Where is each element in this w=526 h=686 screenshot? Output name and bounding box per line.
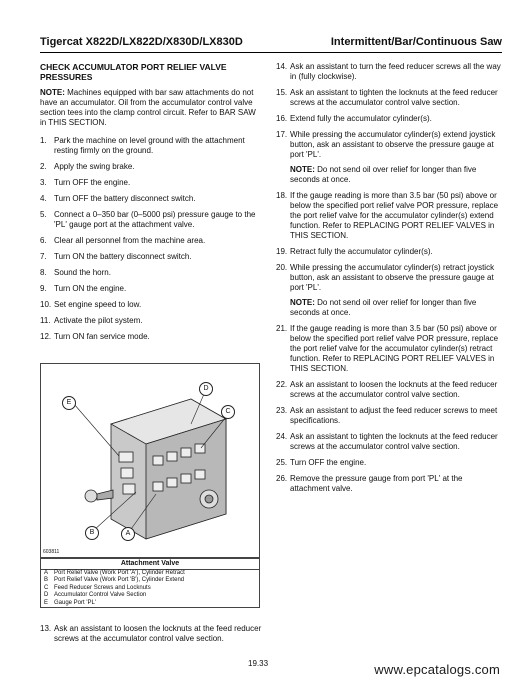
procedure-title: CHECK ACCUMULATOR PORT RELIEF VALVE PRESSURES bbox=[40, 62, 227, 82]
step-text: While pressing the accumulator cylinder(s) retract joystick button, ask an assistant to observe the pressure gauge at port 'PL'. bbox=[290, 263, 495, 292]
legend-text: Gauge Port 'PL' bbox=[54, 599, 96, 606]
list-item bbox=[276, 324, 502, 374]
step-number: 4. bbox=[40, 194, 47, 203]
legend-key: E bbox=[44, 599, 49, 606]
step-number: 24. bbox=[276, 432, 288, 441]
step-number: 13. bbox=[40, 624, 52, 633]
step-number: 3. bbox=[40, 178, 47, 187]
step-text: If the gauge reading is more than 3.5 bar (50 psi) above or below the specified port relief valve POR pressure, replace the port relief valve for the accumulator cylinder(s) extend function. Refer to REPLACING PORT RELIEF VALVES in THIS SECTION. bbox=[290, 191, 499, 240]
list-item bbox=[40, 300, 262, 310]
step-number: 5. bbox=[40, 210, 47, 219]
step-number: 22. bbox=[276, 380, 288, 389]
step-number: 25. bbox=[276, 458, 288, 467]
step-number: 11. bbox=[40, 316, 51, 325]
list-item bbox=[276, 114, 502, 124]
legend-row bbox=[41, 600, 259, 608]
list-item bbox=[276, 380, 502, 400]
legend-text: Accumulator Control Valve Section bbox=[54, 592, 147, 598]
note-text: Do not send oil over relief for longer than five seconds at once. bbox=[290, 165, 477, 184]
step-number: 14. bbox=[276, 62, 288, 71]
list-item bbox=[40, 624, 262, 644]
list-item bbox=[276, 458, 502, 468]
header-rule bbox=[40, 52, 502, 53]
step-text: Turn ON the battery disconnect switch. bbox=[54, 252, 192, 261]
step-text: Turn ON fan service mode. bbox=[54, 332, 150, 341]
step-number: 8. bbox=[40, 268, 47, 277]
callout-e: E bbox=[62, 396, 76, 410]
figure-legend bbox=[40, 558, 260, 608]
step-text: Turn OFF the battery disconnect switch. bbox=[54, 194, 196, 203]
step-text: Park the machine on level ground with the attachment resting firmly on the ground. bbox=[54, 136, 245, 155]
list-item bbox=[276, 130, 502, 160]
list-item bbox=[40, 268, 262, 278]
callout-b: B bbox=[85, 526, 99, 540]
step-number: 17. bbox=[276, 130, 288, 139]
list-item bbox=[40, 162, 262, 172]
step-number: 9. bbox=[40, 284, 47, 293]
watermark: www.epcatalogs.com bbox=[374, 662, 500, 677]
page-number: 19.33 bbox=[248, 659, 269, 668]
note-label: NOTE: bbox=[290, 165, 315, 174]
legend-title: Attachment Valve bbox=[41, 559, 259, 570]
callout-c: C bbox=[221, 405, 235, 419]
figure-code: 603811 bbox=[43, 549, 60, 555]
attachment-valve-figure bbox=[40, 363, 260, 558]
step-number: 16. bbox=[276, 114, 288, 123]
list-item bbox=[276, 62, 502, 82]
step-text: Ask an assistant to tighten the locknuts at the feed reducer screws at the accumulator control valve section. bbox=[290, 432, 498, 451]
callout-d: D bbox=[199, 382, 213, 396]
step-text: Clear all personnel from the machine area. bbox=[54, 236, 206, 245]
note-label: NOTE: bbox=[290, 298, 315, 307]
list-item bbox=[40, 284, 262, 294]
step-text: Sound the horn. bbox=[54, 268, 111, 277]
step-number: 2. bbox=[40, 162, 47, 171]
legend-key: B bbox=[44, 577, 49, 583]
step-number: 20. bbox=[276, 263, 288, 272]
step-text: Ask an assistant to loosen the locknuts at the feed reducer screws at the accumulator control valve section. bbox=[290, 380, 498, 399]
step-13 bbox=[40, 624, 262, 650]
legend-key: C bbox=[44, 584, 49, 591]
step-text: Ask an assistant to tighten the locknuts at the feed reducer screws at the accumulator control valve section. bbox=[290, 88, 498, 107]
list-item bbox=[276, 191, 502, 241]
step-number: 23. bbox=[276, 406, 288, 415]
list-item bbox=[40, 136, 262, 156]
list-item bbox=[276, 406, 502, 426]
step-text: Retract fully the accumulator cylinder(s). bbox=[290, 247, 433, 256]
list-item bbox=[40, 316, 262, 326]
legend-text: Port Relief Valve (Work Port 'B'), Cylinder Extend bbox=[54, 577, 185, 583]
list-item bbox=[40, 236, 262, 246]
step-text: Activate the pilot system. bbox=[54, 316, 143, 325]
list-item bbox=[40, 332, 262, 342]
step-text: Extend fully the accumulator cylinder(s). bbox=[290, 114, 432, 123]
step-number: 6. bbox=[40, 236, 47, 245]
step-text: Apply the swing brake. bbox=[54, 162, 135, 171]
step-number: 12. bbox=[40, 332, 52, 341]
intro-note bbox=[40, 88, 262, 128]
legend-text: Feed Reducer Screws and Locknuts bbox=[54, 584, 151, 591]
list-item bbox=[276, 432, 502, 452]
callout-a: A bbox=[121, 527, 135, 541]
list-item bbox=[276, 88, 502, 108]
step-number: 18. bbox=[276, 191, 288, 200]
step-text: If the gauge reading is more than 3.5 bar (50 psi) above or below the specified port relief valve POR pressure, replace the port relief valve for the accumulator cylinder(s) retract function. Refer to REPLACING PORT RELIEF VALVES in THIS SECTION. bbox=[290, 324, 499, 373]
legend-row bbox=[41, 570, 259, 578]
legend-row bbox=[41, 585, 259, 593]
step-text: While pressing the accumulator cylinder(s) extend joystick button, ask an assistant to observe the pressure gauge at port 'PL'. bbox=[290, 130, 496, 159]
step-text: Turn ON the engine. bbox=[54, 284, 127, 293]
step-text: Turn OFF the engine. bbox=[290, 458, 367, 467]
list-item bbox=[276, 247, 502, 257]
step-number: 21. bbox=[276, 324, 288, 333]
step-number: 7. bbox=[40, 252, 47, 261]
step-text: Remove the pressure gauge from port 'PL' at the attachment valve. bbox=[290, 474, 463, 493]
legend-key: A bbox=[44, 569, 49, 576]
step-text: Turn OFF the engine. bbox=[54, 178, 131, 187]
step-number: 15. bbox=[276, 88, 288, 97]
list-item bbox=[276, 263, 502, 293]
list-item bbox=[40, 252, 262, 262]
list-item bbox=[276, 474, 502, 494]
right-column bbox=[276, 62, 502, 500]
valve-illustration bbox=[41, 364, 259, 557]
step-number: 1. bbox=[40, 136, 47, 145]
step-note bbox=[290, 165, 502, 185]
step-text: Connect a 0–350 bar (0–5000 psi) pressure gauge to the 'PL' gauge port at the attachment valve. bbox=[54, 210, 256, 229]
legend-row bbox=[41, 592, 259, 600]
step-text: Ask an assistant to loosen the locknuts at the feed reducer screws at the accumulator control valve section. bbox=[54, 624, 262, 643]
step-number: 26. bbox=[276, 474, 288, 483]
step-list-right bbox=[276, 62, 502, 494]
legend-key: D bbox=[44, 592, 49, 598]
header-section: Intermittent/Bar/Continuous Saw bbox=[330, 36, 502, 48]
left-column bbox=[40, 62, 262, 348]
step-note bbox=[290, 298, 502, 318]
legend-row bbox=[41, 577, 259, 585]
legend-rows bbox=[41, 570, 259, 608]
legend-text: Port Relief Valve (Work Port 'A'), Cylinder Retract bbox=[54, 569, 185, 576]
step-text: Ask an assistant to adjust the feed reducer screws to meet specifications. bbox=[290, 406, 498, 425]
step-number: 10. bbox=[40, 300, 52, 309]
step-text: Ask an assistant to turn the feed reducer screws all the way in (fully clockwise). bbox=[290, 62, 501, 81]
step-list-left bbox=[40, 136, 262, 342]
list-item bbox=[40, 210, 262, 230]
list-item bbox=[40, 178, 262, 188]
note-text: Do not send oil over relief for longer than five seconds at once. bbox=[290, 298, 477, 317]
list-item bbox=[40, 194, 262, 204]
note-text: Machines equipped with bar saw attachments do not have an accumulator. Oil from the accumulator control valve section tees into the clamp control circuit. Refer to BAR SAW in THIS SECTION. bbox=[40, 88, 256, 127]
step-number: 19. bbox=[276, 247, 288, 256]
step-text: Set engine speed to low. bbox=[54, 300, 142, 309]
note-label: NOTE: bbox=[40, 88, 65, 97]
header-model: Tigercat X822D/LX822D/X830D/LX830D bbox=[40, 36, 243, 48]
